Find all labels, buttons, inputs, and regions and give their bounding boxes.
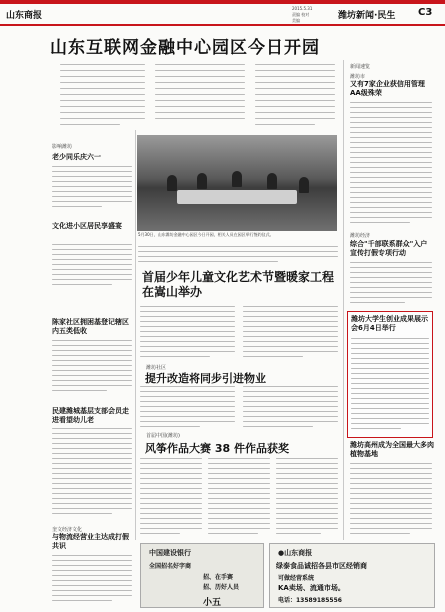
highlight-box — [347, 311, 433, 438]
column-divider — [135, 130, 136, 540]
article-3-kicker: 潍坊社区 — [146, 365, 167, 371]
ad-bank — [140, 543, 264, 608]
ad-food-line-2: 可做经营系统 — [278, 575, 315, 582]
ad-bank-title: 中国建设银行 — [149, 549, 191, 557]
left-item-5-kicker: 奎文经济文化 — [52, 527, 83, 533]
ad-bank-line-3: 招、历好人员 — [203, 584, 240, 591]
right-item-1-head: 又有7家企业获信用管理AA级殊荣 — [350, 80, 425, 97]
ad-bank-brand: 小五 — [203, 598, 222, 608]
meeting-photo — [137, 135, 337, 231]
page-header — [0, 4, 445, 26]
ad-bank-line-1: 全国招名好字商 — [149, 563, 192, 570]
date-line: 2015.5.31 — [292, 6, 313, 11]
photo-caption: 5月30日，山东潍坊金融中心园区今日开园，相关人员在园区举行签约仪式。 — [138, 232, 274, 237]
photo-person — [232, 171, 242, 187]
left-item-2-head: 文化进小区居民享盛宴 — [52, 222, 122, 230]
date-block — [292, 6, 312, 24]
ad-food-line-3: KA卖场、流通市场。 — [278, 584, 345, 592]
lead-article-text — [60, 64, 340, 132]
photo-table — [177, 190, 297, 204]
right-item-3-head: 潍坊高州成为全国最大多肉植物基地 — [350, 441, 434, 458]
ad-food — [269, 543, 435, 608]
editor-line: 责编 校对 — [292, 12, 310, 17]
left-item-4-head: 民建潍城基层支部会员走进看望幼儿老 — [52, 407, 129, 424]
section-name: 潍坊新闻·民生 — [338, 11, 396, 21]
right-item-2-kicker: 潍坊经济 — [350, 233, 371, 239]
page-number: C3 — [418, 7, 433, 18]
designer-line: 美编 — [292, 18, 300, 23]
ad-bank-line-2: 招、在手赛 — [203, 574, 234, 581]
right-section-label: 新闻速览 — [350, 64, 371, 70]
photo-person — [197, 173, 207, 189]
photo-person — [299, 177, 309, 193]
right-item-1-kicker: 潍坊市 — [350, 74, 366, 80]
left-section-label: 影响潍坊 — [52, 144, 73, 150]
column-divider — [343, 60, 344, 540]
left-item-5-head: 与物流经营业主达成打假共识 — [52, 533, 129, 550]
photo-person — [267, 173, 277, 189]
right-item-2-head: 综合"千部联系群众"入户宣传打假专项行动 — [350, 240, 428, 257]
main-headline: 山东互联网金融中心园区今日开园 — [50, 38, 320, 58]
left-item-3-head: 陈家社区拥困基登记辖区内五类低收 — [52, 318, 129, 335]
paper-name: 山东商报 — [6, 11, 43, 21]
article-3-headline: 提升改造将同步引进物业 — [145, 372, 266, 385]
ad-food-title: ●山东商报 — [278, 549, 313, 557]
article-4-headline: 风筝作品大赛 38 件作品获奖 — [145, 442, 289, 455]
left-item-1-head: 老少同乐庆六一 — [52, 153, 101, 161]
article-2-headline: 首届少年儿童文化艺术节暨暖家工程在嵩山举办 — [142, 270, 335, 299]
photo-person — [167, 175, 177, 191]
ad-food-line-1: 绿泰食品诚招各县市区经销商 — [276, 562, 367, 570]
box-headline: 潍坊大学生创业成果展示会6月4日举行 — [351, 315, 428, 332]
article-4-kicker: 首届中国(潍坊) — [146, 433, 180, 439]
ad-food-phone: 电话：13589185556 — [278, 597, 342, 604]
